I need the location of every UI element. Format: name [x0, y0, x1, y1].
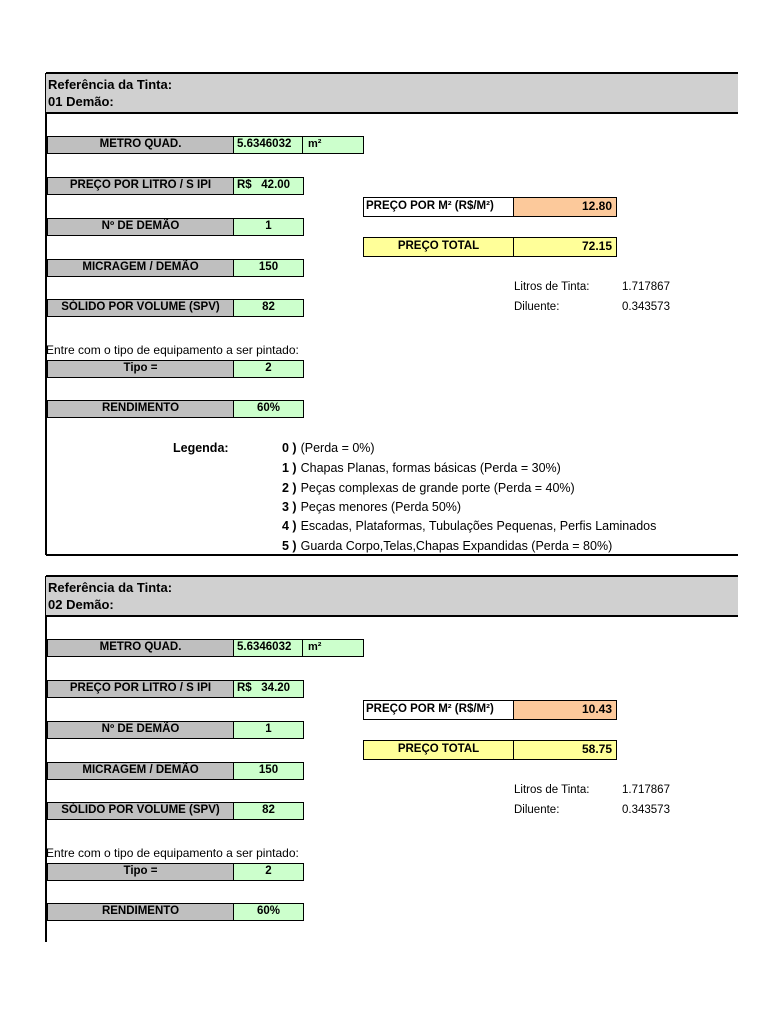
coat-number-title: 01 Demão:: [48, 94, 114, 109]
coat-number-title: 02 Demão:: [48, 597, 114, 612]
legend-item-text: Chapas Planas, formas básicas (Perda = 30%): [300, 461, 561, 475]
metro-quad-label: METRO QUAD.: [47, 136, 234, 154]
legend-item: [282, 441, 738, 455]
legend-item: [282, 481, 738, 495]
preco-litro-value[interactable]: R$ 42.00: [233, 177, 304, 195]
legend-item-number: 4 ): [282, 519, 297, 533]
legend-item-text: Peças complexas de grande porte (Perda = 40%): [300, 481, 575, 495]
diluente-value: 0.343573: [622, 804, 670, 816]
legend-item-number: 0 ): [282, 441, 297, 455]
metro-quad-value[interactable]: 5.6346032: [233, 639, 303, 657]
legend-item: [282, 519, 676, 533]
micragem-value[interactable]: 150: [233, 762, 304, 780]
preco-litro-value[interactable]: R$ 34.20: [233, 680, 304, 698]
metro-quad-value[interactable]: 5.6346032: [233, 136, 303, 154]
spv-label: SÓLIDO POR VOLUME (SPV): [47, 299, 234, 317]
preco-m2-value: 12.80: [513, 197, 617, 217]
preco-total-label: PREÇO TOTAL: [363, 740, 514, 760]
tipo-value[interactable]: 2: [233, 863, 304, 881]
preco-m2-value: 10.43: [513, 700, 617, 720]
litros-tinta-value: 1.717867: [622, 281, 670, 293]
paint-reference-title: Referência da Tinta:: [48, 77, 173, 92]
equipment-instruction: Entre com o tipo de equipamento a ser pintado:: [46, 846, 299, 860]
preco-m2-label: PREÇO POR M² (R$/M²): [363, 197, 514, 217]
rendimento-value: 60%: [233, 903, 304, 921]
litros-tinta-label: Litros de Tinta:: [514, 281, 590, 293]
section-left-border: [45, 576, 47, 942]
legend-item-text: Peças menores (Perda 50%): [300, 500, 462, 514]
tipo-label: Tipo =: [47, 863, 234, 881]
metro-quad-label: METRO QUAD.: [47, 639, 234, 657]
litros-tinta-value: 1.717867: [622, 784, 670, 796]
micragem-label: MICRAGEM / DEMÃO: [47, 259, 234, 277]
spv-value[interactable]: 82: [233, 299, 304, 317]
litros-tinta-label: Litros de Tinta:: [514, 784, 590, 796]
legend-item-number: 1 ): [282, 461, 297, 475]
metro-quad-unit: m²: [302, 136, 364, 154]
preco-total-value: 58.75: [513, 740, 617, 760]
n-demao-label: Nº DE DEMÃO: [47, 218, 234, 236]
tipo-value[interactable]: 2: [233, 360, 304, 378]
preco-total-value: 72.15: [513, 237, 617, 257]
legend-item-number: 3 ): [282, 500, 297, 514]
tipo-label: Tipo =: [47, 360, 234, 378]
rendimento-label: RENDIMENTO: [47, 400, 234, 418]
preco-litro-label: PREÇO POR LITRO / S IPI: [47, 680, 234, 698]
preco-total-label: PREÇO TOTAL: [363, 237, 514, 257]
legend-item-number: 5 ): [282, 539, 297, 553]
legend-item: [282, 539, 738, 553]
section-header: [46, 575, 738, 617]
micragem-value[interactable]: 150: [233, 259, 304, 277]
section-header: [46, 72, 738, 114]
diluente-label: Diluente:: [514, 301, 560, 313]
legend-item-number: 2 ): [282, 481, 297, 495]
spv-label: SÓLIDO POR VOLUME (SPV): [47, 802, 234, 820]
rendimento-label: RENDIMENTO: [47, 903, 234, 921]
spv-value[interactable]: 82: [233, 802, 304, 820]
equipment-instruction: Entre com o tipo de equipamento a ser pintado:: [46, 343, 299, 357]
preco-m2-label: PREÇO POR M² (R$/M²): [363, 700, 514, 720]
preco-litro-label: PREÇO POR LITRO / S IPI: [47, 177, 234, 195]
n-demao-label: Nº DE DEMÃO: [47, 721, 234, 739]
metro-quad-unit: m²: [302, 639, 364, 657]
rendimento-value: 60%: [233, 400, 304, 418]
legend-item: [282, 461, 738, 475]
n-demao-value[interactable]: 1: [233, 721, 304, 739]
legend-title: Legenda:: [173, 441, 229, 455]
diluente-value: 0.343573: [622, 301, 670, 313]
diluente-label: Diluente:: [514, 804, 560, 816]
micragem-label: MICRAGEM / DEMÃO: [47, 762, 234, 780]
legend-item-text: (Perda = 0%): [300, 441, 375, 455]
n-demao-value[interactable]: 1: [233, 218, 304, 236]
section-bottom-border: [46, 554, 738, 556]
legend-item-text: Guarda Corpo,Telas,Chapas Expandidas (Perda = 80%): [300, 539, 613, 553]
paint-reference-title: Referência da Tinta:: [48, 580, 173, 595]
legend-item-text: Escadas, Plataformas, Tubulações Pequenas, Perfis Laminados: [300, 519, 657, 533]
legend-item: [282, 500, 738, 514]
